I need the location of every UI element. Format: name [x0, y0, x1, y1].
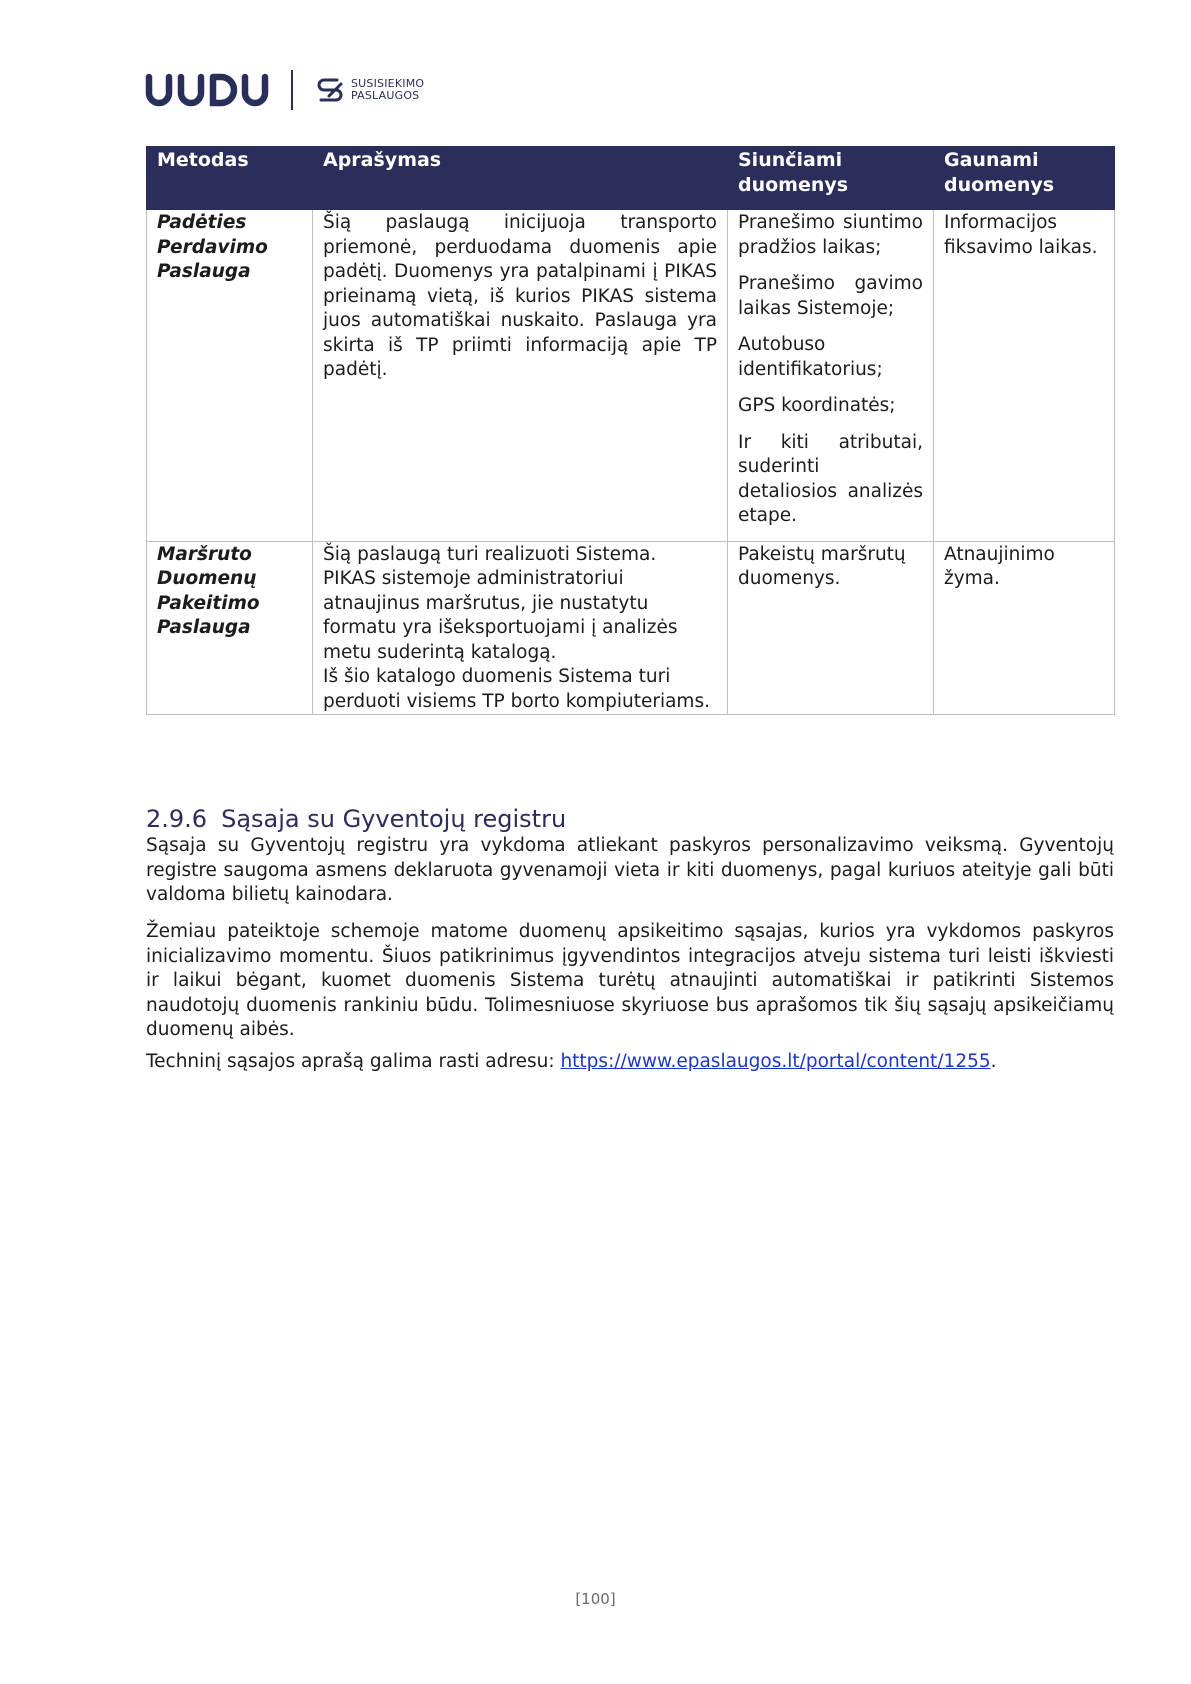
- header-gaunami-duomenys: Gaunami duomenys: [934, 147, 1115, 210]
- received-text: Informacijos fiksavimo laikas.: [944, 212, 1098, 258]
- sent-item: Ir kiti atributai, suderinti detaliosios analizės etape.: [738, 431, 923, 526]
- method-name: Maršruto Duomenų Pakeitimo Paslauga: [157, 543, 260, 638]
- section-number: 2.9.6: [146, 805, 208, 833]
- header-logos: [145, 68, 424, 112]
- sent-data-cell: [728, 541, 934, 715]
- paragraph-1: Sąsaja su Gyventojų registru yra vykdoma atliekant paskyros personalizavimo veiksmą. Gyventojų registre saugoma asmens deklaruota gyvenamoji vieta ir kiti duomenys, pagal kuriuos ateityje gali būti valdoma bilietų kainodara.: [146, 835, 1114, 905]
- logo-ss-line1: SUSISIEKIMO: [351, 77, 425, 90]
- section-heading: [146, 804, 566, 834]
- section-title: Sąsaja su Gyventojų registru: [221, 805, 567, 833]
- paragraph-3: [146, 1050, 1114, 1075]
- page-number: [100]: [575, 1590, 616, 1608]
- paragraph-3-prefix: Techninį sąsajos aprašą galima rasti adresu:: [146, 1051, 561, 1072]
- method-cell: [147, 541, 313, 715]
- ss-mark-icon: [315, 76, 345, 104]
- table-row: [147, 541, 1115, 715]
- paragraph-3-suffix: .: [990, 1051, 997, 1072]
- table-header-row: [147, 147, 1115, 210]
- logo-ss-line2: PASLAUGOS: [351, 89, 420, 102]
- header-siunciami-duomenys: Siunčiami duomenys: [728, 147, 934, 210]
- logo-separator: [291, 70, 293, 110]
- judu-logo-icon: [145, 73, 271, 107]
- table-row: [147, 210, 1115, 542]
- susisiekimo-paslaugos-logo: [315, 76, 424, 104]
- received-text: Atnaujinimo žyma.: [944, 543, 1055, 589]
- description-line: PIKAS sistemoje administratoriui atnaujinus maršrutus, jie nustatytu formatu yra išeksportuojami į analizės metu suderintą katalogą.: [323, 568, 678, 663]
- sent-item: GPS koordinatės;: [738, 395, 896, 416]
- description-line: Iš šio katalogo duomenis Sistema turi perduoti visiems TP borto kompiuteriams.: [323, 666, 710, 712]
- description-text: Šią paslaugą inicijuoja transporto priemonė, perduodama duomenis apie padėtį. Duomenys yra patalpinami į PIKAS prieinamą vietą, iš kurios PIKAS sistema juos automatiškai nuskaito. Paslauga yra skirta iš TP priimti informaciją apie TP padėtį.: [323, 212, 717, 380]
- sent-item: Pranešimo siuntimo pradžios laikas;: [738, 212, 923, 258]
- received-data-cell: [934, 210, 1115, 542]
- technical-description-link[interactable]: https://www.epaslaugos.lt/portal/content/1255: [560, 1051, 991, 1072]
- received-data-cell: [934, 541, 1115, 715]
- description-cell: [313, 210, 728, 542]
- description-line: Šią paslaugą turi realizuoti Sistema.: [323, 543, 657, 565]
- method-name: Padėties Perdavimo Paslauga: [157, 212, 268, 282]
- header-metodas: Metodas: [147, 147, 313, 210]
- sent-data-cell: [728, 210, 934, 542]
- method-cell: [147, 210, 313, 542]
- methods-table: [146, 146, 1115, 715]
- header-aprasymas: Aprašymas: [313, 147, 728, 210]
- paragraph-2: Žemiau pateiktoje schemoje matome duomenų apsikeitimo sąsajas, kurios yra vykdomos paskyros inicializavimo momentu. Šiuos patikrinimus įgyvendintos integracijos atveju sistema turi leisti iškviesti ir laikui bėgant, kuomet duomenis Sistema turėtų atnaujinti automatiškai ir patikrinti Sistemos naudotojų duomenis rankiniu būdu. Tolimesniuose skyriuose bus aprašomos tik šių sąsajų apsikeičiamų duomenų aibės.: [146, 921, 1114, 1040]
- sent-item: Autobuso identifikatorius;: [738, 334, 883, 380]
- sent-item: Pranešimo gavimo laikas Sistemoje;: [738, 273, 923, 319]
- description-cell: [313, 541, 728, 715]
- sent-item: Pakeistų maršrutų duomenys.: [738, 543, 906, 589]
